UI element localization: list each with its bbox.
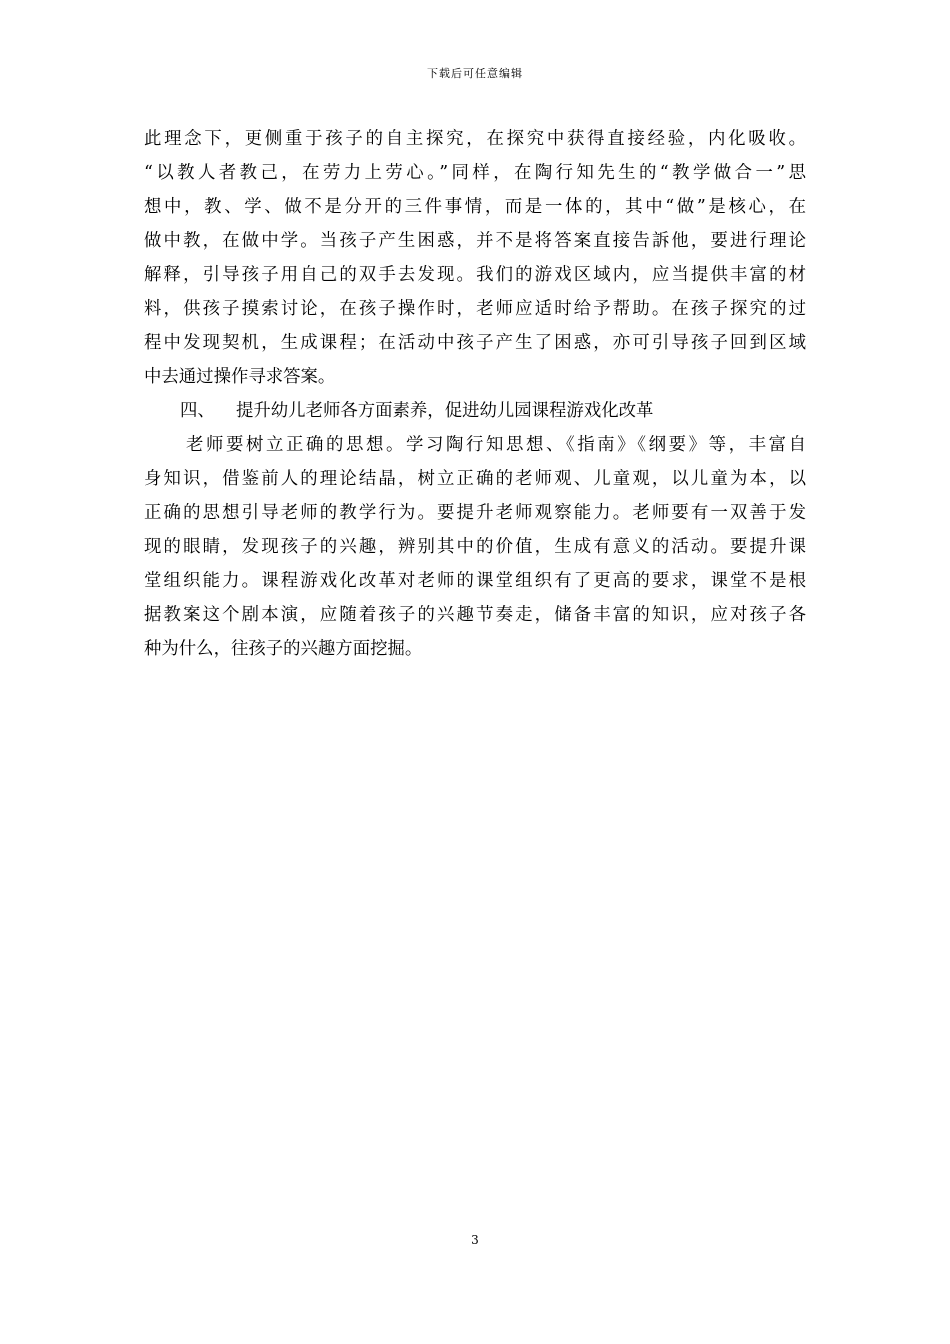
page-header: 下载后可任意编辑 <box>427 67 523 80</box>
paragraph-1 <box>144 122 806 394</box>
section-title: 提升幼儿老师各方面素养，促进幼儿园课程游戏化改革 <box>236 401 654 421</box>
text-line: 现的眼睛，发现孩子的兴趣，辨别其中的价值，生成有意义的活动。要提升课 <box>144 537 806 557</box>
text-line: 身知识，借鉴前人的理论结晶，树立正确的老师观、儿童观，以儿童为本，以 <box>144 469 806 489</box>
page-number: 3 <box>471 1233 479 1247</box>
text-line: 中去通过操作寻求答案。 <box>144 367 336 387</box>
paragraph-2 <box>144 428 806 666</box>
text-line: “以教人者教己，在劳力上劳心。”同样，在陶行知先生的“教学做合一”思 <box>144 163 806 183</box>
text-line: 解释，引导孩子用自己的双手去发现。我们的游戏区域内，应当提供丰富的材 <box>144 265 806 285</box>
text-line: 据教案这个剧本演，应随着孩子的兴趣节奏走，储备丰富的知识，应对孩子各 <box>144 605 806 625</box>
text-line: 料，供孩子摸索讨论，在孩子操作时，老师应适时给予帮助。在孩子探究的过 <box>144 299 806 319</box>
text-line: 正确的思想引导老师的教学行为。要提升老师观察能力。老师要有一双善于发 <box>144 503 806 523</box>
text-line: 此理念下，更侧重于孩子的自主探究，在探究中获得直接经验，内化吸收。 <box>144 129 806 149</box>
text-line: 程中发现契机，生成课程；在活动中孩子产生了困惑，亦可引导孩子回到区域 <box>144 333 806 353</box>
section-heading <box>144 394 806 428</box>
section-number: 四、 <box>180 401 215 421</box>
text-line: 堂组织能力。课程游戏化改革对老师的课堂组织有了更高的要求，课堂不是根 <box>144 571 806 591</box>
text-line: 想中，教、学、做不是分开的三件事情，而是一体的，其中“做”是核心，在 <box>144 197 806 217</box>
document-body <box>144 122 806 666</box>
text-line: 老师要树立正确的思想。学习陶行知思想、《指南》《纲要》等，丰富自 <box>186 435 806 455</box>
text-line: 种为什么，往孩子的兴趣方面挖掘。 <box>144 639 423 659</box>
text-line: 做中教，在做中学。当孩子产生困惑，并不是将答案直接告訴他，要进行理论 <box>144 231 806 251</box>
